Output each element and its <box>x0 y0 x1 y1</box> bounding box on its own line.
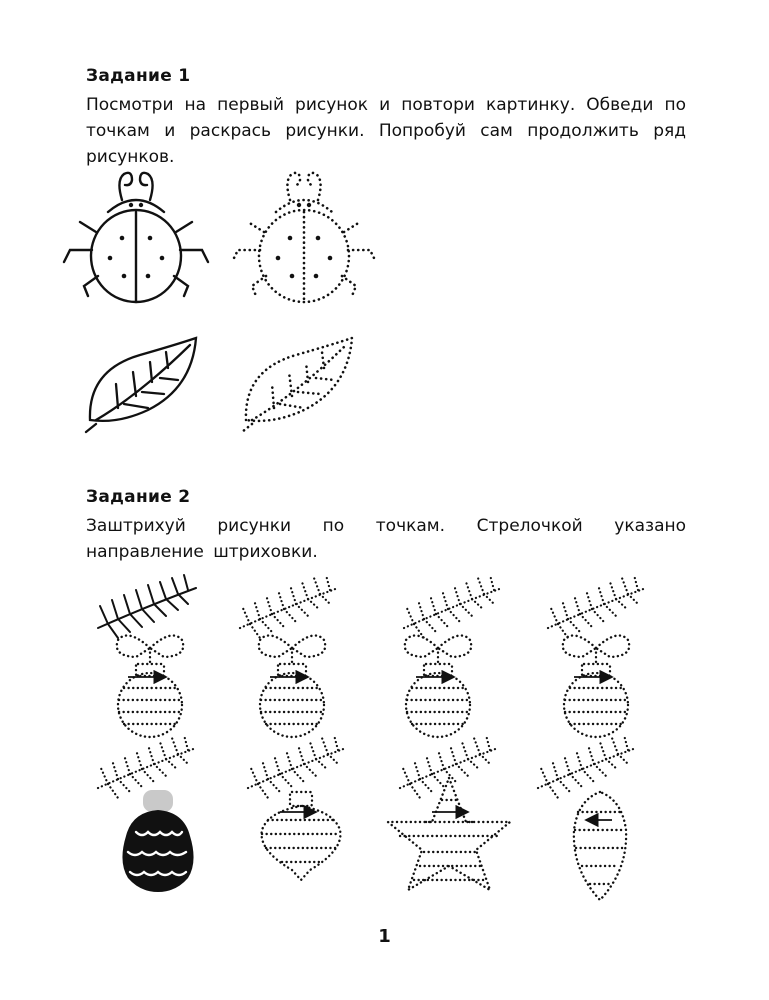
ball-ornament-2 <box>259 636 325 738</box>
task-2-title: Задание 2 <box>86 487 191 507</box>
branch-dotted-6 <box>248 735 346 798</box>
leaf-dotted <box>242 338 352 432</box>
onion-ornament <box>262 792 341 880</box>
icicle-ornament <box>574 792 626 900</box>
task-1-title: Задание 1 <box>86 66 191 86</box>
branch-dotted-4 <box>548 575 646 638</box>
task-1-instructions: Посмотри на первый рисунок и повтори картинку. Обведи по точкам и раскрась рисунки. Попробуй сам продолжить ряд рисунков. <box>86 95 686 167</box>
ladybug-sample <box>64 173 208 302</box>
branch-dotted-3 <box>404 575 502 638</box>
branch-dotted-5 <box>98 735 196 798</box>
ball-ornament-4 <box>563 636 629 738</box>
ladybug-dotted <box>232 173 376 302</box>
ball-ornament-3 <box>405 636 471 738</box>
branch-dotted-7 <box>400 735 498 798</box>
leaf-sample <box>86 338 196 432</box>
ball-ornament-1 <box>117 636 183 738</box>
page-number: 1 <box>378 926 391 947</box>
task-2-instructions: Заштрихуй рисунки по точкам. Стрелочкой указано направление штриховки. <box>86 516 686 562</box>
branch-dotted-2 <box>240 575 338 638</box>
pinecone-ornament-filled <box>122 790 193 892</box>
branch-sample <box>98 575 196 638</box>
branch-dotted-8 <box>538 735 636 798</box>
star-ornament <box>388 778 510 890</box>
